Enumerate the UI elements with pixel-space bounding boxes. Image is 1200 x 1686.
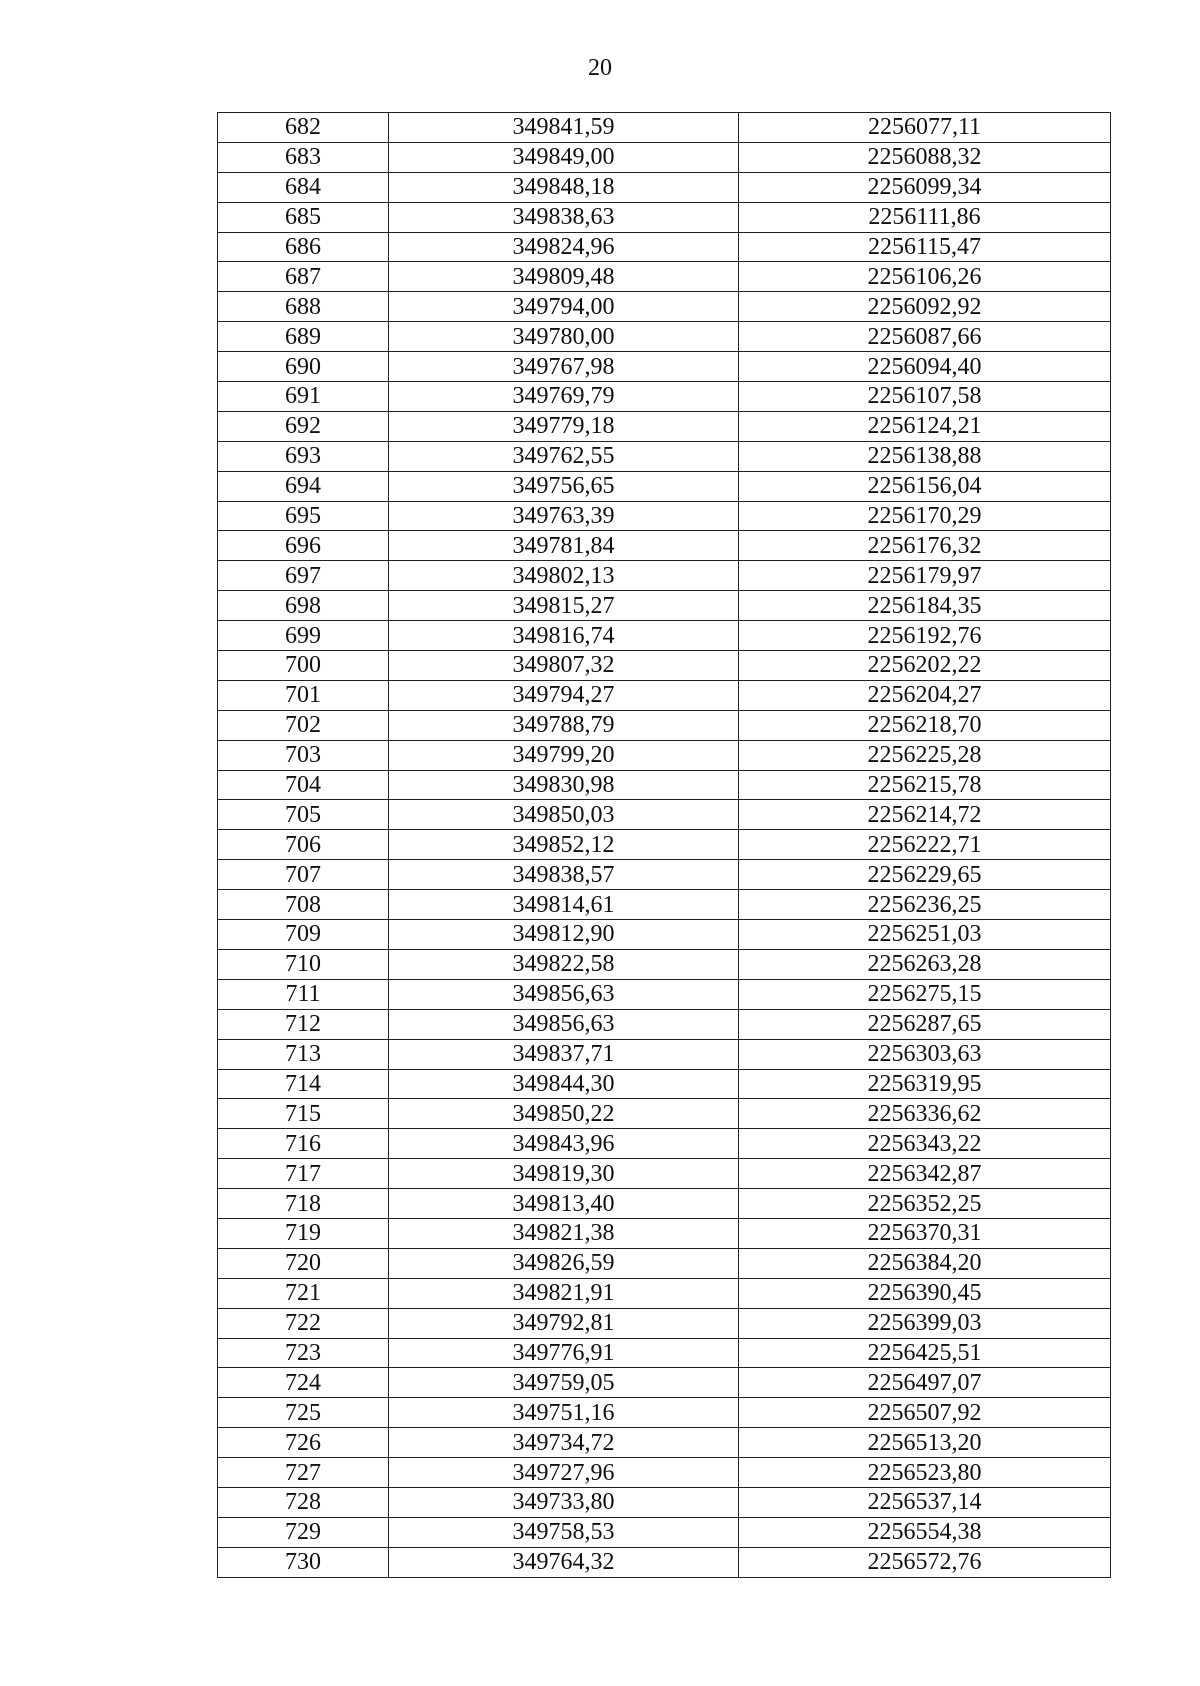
table-row xyxy=(218,651,1111,681)
table-row xyxy=(218,411,1111,441)
table-row xyxy=(218,1218,1111,1248)
table-row xyxy=(218,1308,1111,1338)
x-coordinate-cell: 349802,13 xyxy=(389,561,739,591)
y-coordinate-cell: 2256342,87 xyxy=(739,1159,1111,1189)
y-coordinate-cell: 2256319,95 xyxy=(739,1069,1111,1099)
x-coordinate-cell: 349733,80 xyxy=(389,1487,739,1517)
table-row xyxy=(218,1129,1111,1159)
y-coordinate-cell: 2256106,26 xyxy=(739,262,1111,292)
x-coordinate-cell: 349727,96 xyxy=(389,1458,739,1488)
x-coordinate-cell: 349794,00 xyxy=(389,292,739,322)
point-number-cell: 699 xyxy=(218,621,389,651)
table-row xyxy=(218,710,1111,740)
coordinates-table-body xyxy=(218,113,1111,1578)
x-coordinate-cell: 349779,18 xyxy=(389,411,739,441)
x-coordinate-cell: 349759,05 xyxy=(389,1368,739,1398)
y-coordinate-cell: 2256275,15 xyxy=(739,979,1111,1009)
y-coordinate-cell: 2256218,70 xyxy=(739,710,1111,740)
x-coordinate-cell: 349856,63 xyxy=(389,979,739,1009)
table-row xyxy=(218,591,1111,621)
point-number-cell: 709 xyxy=(218,920,389,950)
x-coordinate-cell: 349780,00 xyxy=(389,322,739,352)
point-number-cell: 688 xyxy=(218,292,389,322)
y-coordinate-cell: 2256202,22 xyxy=(739,651,1111,681)
table-row xyxy=(218,202,1111,232)
y-coordinate-cell: 2256215,78 xyxy=(739,770,1111,800)
x-coordinate-cell: 349763,39 xyxy=(389,501,739,531)
y-coordinate-cell: 2256303,63 xyxy=(739,1039,1111,1069)
x-coordinate-cell: 349809,48 xyxy=(389,262,739,292)
y-coordinate-cell: 2256425,51 xyxy=(739,1338,1111,1368)
y-coordinate-cell: 2256179,97 xyxy=(739,561,1111,591)
point-number-cell: 723 xyxy=(218,1338,389,1368)
point-number-cell: 697 xyxy=(218,561,389,591)
point-number-cell: 712 xyxy=(218,1009,389,1039)
point-number-cell: 692 xyxy=(218,411,389,441)
y-coordinate-cell: 2256370,31 xyxy=(739,1218,1111,1248)
point-number-cell: 711 xyxy=(218,979,389,1009)
table-row xyxy=(218,1398,1111,1428)
table-row xyxy=(218,322,1111,352)
point-number-cell: 703 xyxy=(218,740,389,770)
x-coordinate-cell: 349788,79 xyxy=(389,710,739,740)
point-number-cell: 716 xyxy=(218,1129,389,1159)
coordinates-table xyxy=(217,112,1111,1578)
y-coordinate-cell: 2256087,66 xyxy=(739,322,1111,352)
x-coordinate-cell: 349826,59 xyxy=(389,1248,739,1278)
y-coordinate-cell: 2256523,80 xyxy=(739,1458,1111,1488)
table-row xyxy=(218,1159,1111,1189)
point-number-cell: 696 xyxy=(218,531,389,561)
y-coordinate-cell: 2256225,28 xyxy=(739,740,1111,770)
y-coordinate-cell: 2256507,92 xyxy=(739,1398,1111,1428)
point-number-cell: 706 xyxy=(218,830,389,860)
table-row xyxy=(218,1278,1111,1308)
x-coordinate-cell: 349751,16 xyxy=(389,1398,739,1428)
x-coordinate-cell: 349781,84 xyxy=(389,531,739,561)
table-row xyxy=(218,860,1111,890)
point-number-cell: 728 xyxy=(218,1487,389,1517)
y-coordinate-cell: 2256184,35 xyxy=(739,591,1111,621)
y-coordinate-cell: 2256192,76 xyxy=(739,621,1111,651)
point-number-cell: 714 xyxy=(218,1069,389,1099)
y-coordinate-cell: 2256138,88 xyxy=(739,441,1111,471)
x-coordinate-cell: 349756,65 xyxy=(389,471,739,501)
table-row xyxy=(218,292,1111,322)
point-number-cell: 722 xyxy=(218,1308,389,1338)
x-coordinate-cell: 349734,72 xyxy=(389,1428,739,1458)
y-coordinate-cell: 2256124,21 xyxy=(739,411,1111,441)
table-row xyxy=(218,680,1111,710)
table-row xyxy=(218,621,1111,651)
table-row xyxy=(218,770,1111,800)
point-number-cell: 694 xyxy=(218,471,389,501)
x-coordinate-cell: 349758,53 xyxy=(389,1517,739,1547)
y-coordinate-cell: 2256554,38 xyxy=(739,1517,1111,1547)
x-coordinate-cell: 349767,98 xyxy=(389,352,739,382)
x-coordinate-cell: 349812,90 xyxy=(389,920,739,950)
table-row xyxy=(218,262,1111,292)
point-number-cell: 686 xyxy=(218,232,389,262)
table-row xyxy=(218,1517,1111,1547)
table-row xyxy=(218,531,1111,561)
y-coordinate-cell: 2256537,14 xyxy=(739,1487,1111,1517)
point-number-cell: 724 xyxy=(218,1368,389,1398)
y-coordinate-cell: 2256497,07 xyxy=(739,1368,1111,1398)
table-row xyxy=(218,1368,1111,1398)
point-number-cell: 721 xyxy=(218,1278,389,1308)
table-row xyxy=(218,471,1111,501)
point-number-cell: 695 xyxy=(218,501,389,531)
point-number-cell: 682 xyxy=(218,113,389,143)
y-coordinate-cell: 2256287,65 xyxy=(739,1009,1111,1039)
y-coordinate-cell: 2256077,11 xyxy=(739,113,1111,143)
point-number-cell: 715 xyxy=(218,1099,389,1129)
table-row xyxy=(218,1458,1111,1488)
y-coordinate-cell: 2256092,92 xyxy=(739,292,1111,322)
point-number-cell: 684 xyxy=(218,172,389,202)
table-row xyxy=(218,979,1111,1009)
x-coordinate-cell: 349764,32 xyxy=(389,1547,739,1577)
table-row xyxy=(218,142,1111,172)
x-coordinate-cell: 349841,59 xyxy=(389,113,739,143)
y-coordinate-cell: 2256176,32 xyxy=(739,531,1111,561)
point-number-cell: 701 xyxy=(218,680,389,710)
point-number-cell: 713 xyxy=(218,1039,389,1069)
y-coordinate-cell: 2256204,27 xyxy=(739,680,1111,710)
table-row xyxy=(218,920,1111,950)
point-number-cell: 705 xyxy=(218,800,389,830)
table-row xyxy=(218,1039,1111,1069)
table-row xyxy=(218,1099,1111,1129)
y-coordinate-cell: 2256513,20 xyxy=(739,1428,1111,1458)
table-row xyxy=(218,1248,1111,1278)
x-coordinate-cell: 349819,30 xyxy=(389,1159,739,1189)
point-number-cell: 730 xyxy=(218,1547,389,1577)
y-coordinate-cell: 2256094,40 xyxy=(739,352,1111,382)
y-coordinate-cell: 2256251,03 xyxy=(739,920,1111,950)
x-coordinate-cell: 349814,61 xyxy=(389,890,739,920)
point-number-cell: 683 xyxy=(218,142,389,172)
y-coordinate-cell: 2256384,20 xyxy=(739,1248,1111,1278)
point-number-cell: 698 xyxy=(218,591,389,621)
y-coordinate-cell: 2256343,22 xyxy=(739,1129,1111,1159)
table-row xyxy=(218,113,1111,143)
table-row xyxy=(218,890,1111,920)
y-coordinate-cell: 2256111,86 xyxy=(739,202,1111,232)
x-coordinate-cell: 349769,79 xyxy=(389,382,739,412)
y-coordinate-cell: 2256170,29 xyxy=(739,501,1111,531)
table-row xyxy=(218,561,1111,591)
y-coordinate-cell: 2256572,76 xyxy=(739,1547,1111,1577)
y-coordinate-cell: 2256399,03 xyxy=(739,1308,1111,1338)
table-row xyxy=(218,1069,1111,1099)
point-number-cell: 726 xyxy=(218,1428,389,1458)
point-number-cell: 691 xyxy=(218,382,389,412)
x-coordinate-cell: 349844,30 xyxy=(389,1069,739,1099)
table-row xyxy=(218,382,1111,412)
page-number: 20 xyxy=(588,55,612,81)
point-number-cell: 689 xyxy=(218,322,389,352)
x-coordinate-cell: 349794,27 xyxy=(389,680,739,710)
x-coordinate-cell: 349807,32 xyxy=(389,651,739,681)
x-coordinate-cell: 349838,63 xyxy=(389,202,739,232)
table-row xyxy=(218,501,1111,531)
x-coordinate-cell: 349843,96 xyxy=(389,1129,739,1159)
table-row xyxy=(218,1487,1111,1517)
x-coordinate-cell: 349849,00 xyxy=(389,142,739,172)
y-coordinate-cell: 2256115,47 xyxy=(739,232,1111,262)
y-coordinate-cell: 2256352,25 xyxy=(739,1189,1111,1219)
x-coordinate-cell: 349815,27 xyxy=(389,591,739,621)
table-row xyxy=(218,830,1111,860)
x-coordinate-cell: 349850,22 xyxy=(389,1099,739,1129)
y-coordinate-cell: 2256390,45 xyxy=(739,1278,1111,1308)
point-number-cell: 708 xyxy=(218,890,389,920)
y-coordinate-cell: 2256088,32 xyxy=(739,142,1111,172)
point-number-cell: 718 xyxy=(218,1189,389,1219)
y-coordinate-cell: 2256107,58 xyxy=(739,382,1111,412)
point-number-cell: 729 xyxy=(218,1517,389,1547)
point-number-cell: 690 xyxy=(218,352,389,382)
table-row xyxy=(218,232,1111,262)
x-coordinate-cell: 349776,91 xyxy=(389,1338,739,1368)
y-coordinate-cell: 2256263,28 xyxy=(739,949,1111,979)
table-row xyxy=(218,740,1111,770)
x-coordinate-cell: 349813,40 xyxy=(389,1189,739,1219)
point-number-cell: 702 xyxy=(218,710,389,740)
table-row xyxy=(218,1189,1111,1219)
table-row xyxy=(218,1547,1111,1577)
point-number-cell: 685 xyxy=(218,202,389,232)
table-row xyxy=(218,1009,1111,1039)
x-coordinate-cell: 349824,96 xyxy=(389,232,739,262)
point-number-cell: 693 xyxy=(218,441,389,471)
x-coordinate-cell: 349850,03 xyxy=(389,800,739,830)
table-row xyxy=(218,1338,1111,1368)
y-coordinate-cell: 2256222,71 xyxy=(739,830,1111,860)
x-coordinate-cell: 349830,98 xyxy=(389,770,739,800)
table-row xyxy=(218,352,1111,382)
x-coordinate-cell: 349821,38 xyxy=(389,1218,739,1248)
x-coordinate-cell: 349799,20 xyxy=(389,740,739,770)
y-coordinate-cell: 2256236,25 xyxy=(739,890,1111,920)
y-coordinate-cell: 2256229,65 xyxy=(739,860,1111,890)
x-coordinate-cell: 349848,18 xyxy=(389,172,739,202)
point-number-cell: 704 xyxy=(218,770,389,800)
x-coordinate-cell: 349856,63 xyxy=(389,1009,739,1039)
point-number-cell: 707 xyxy=(218,860,389,890)
x-coordinate-cell: 349838,57 xyxy=(389,860,739,890)
x-coordinate-cell: 349852,12 xyxy=(389,830,739,860)
table-row xyxy=(218,800,1111,830)
table-row xyxy=(218,949,1111,979)
point-number-cell: 725 xyxy=(218,1398,389,1428)
x-coordinate-cell: 349792,81 xyxy=(389,1308,739,1338)
x-coordinate-cell: 349821,91 xyxy=(389,1278,739,1308)
table-row xyxy=(218,441,1111,471)
x-coordinate-cell: 349816,74 xyxy=(389,621,739,651)
y-coordinate-cell: 2256336,62 xyxy=(739,1099,1111,1129)
point-number-cell: 727 xyxy=(218,1458,389,1488)
point-number-cell: 717 xyxy=(218,1159,389,1189)
y-coordinate-cell: 2256156,04 xyxy=(739,471,1111,501)
point-number-cell: 719 xyxy=(218,1218,389,1248)
point-number-cell: 710 xyxy=(218,949,389,979)
y-coordinate-cell: 2256214,72 xyxy=(739,800,1111,830)
table-row xyxy=(218,172,1111,202)
point-number-cell: 687 xyxy=(218,262,389,292)
point-number-cell: 720 xyxy=(218,1248,389,1278)
x-coordinate-cell: 349822,58 xyxy=(389,949,739,979)
y-coordinate-cell: 2256099,34 xyxy=(739,172,1111,202)
point-number-cell: 700 xyxy=(218,651,389,681)
table-row xyxy=(218,1428,1111,1458)
x-coordinate-cell: 349762,55 xyxy=(389,441,739,471)
x-coordinate-cell: 349837,71 xyxy=(389,1039,739,1069)
